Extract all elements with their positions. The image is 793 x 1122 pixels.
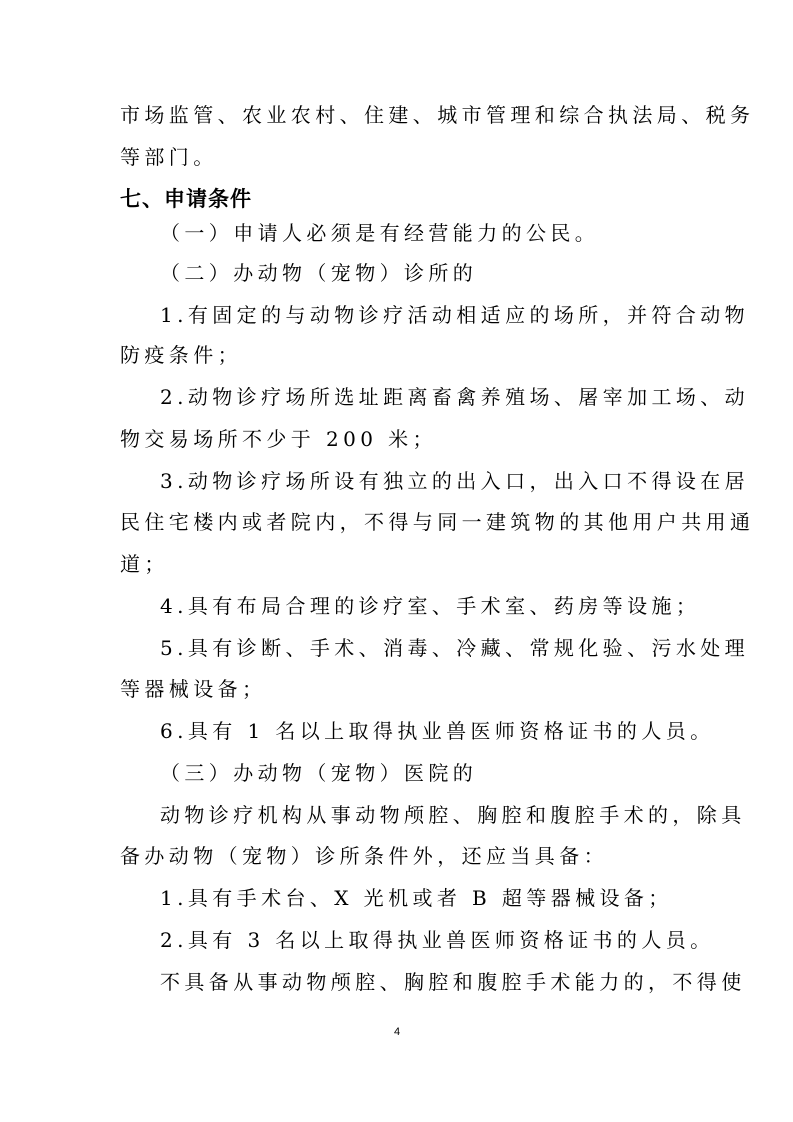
paragraph-line: 6.具有 1 名以上取得执业兽医师资格证书的人员。 [160,719,715,743]
paragraph-line: 市场监管、农业农村、住建、城市管理和综合执法局、税务 [120,103,755,127]
paragraph-line: 4.具有布局合理的诊疗室、手术室、药房等设施； [160,594,701,618]
paragraph-line: 民住宅楼内或者院内，不得与同一建筑物的其他用户共用通 [120,510,755,534]
paragraph-line: 1.具有手术台、X 光机或者 B 超等器械设备； [160,886,673,910]
paragraph-line: （二）办动物（宠物）诊所的 [160,261,478,285]
paragraph-line: 2.具有 3 名以上取得执业兽医师资格证书的人员。 [160,928,715,952]
paragraph-line: 物交易场所不少于 200 米； [120,427,437,451]
paragraph-line: 3.动物诊疗场所设有独立的出入口，出入口不得设在居 [160,469,750,493]
section-heading: 七、申请条件 [120,187,252,211]
paragraph-line: 5.具有诊断、手术、消毒、冷藏、常规化验、污水处理 [160,636,750,660]
paragraph-line: （三）办动物（宠物）医院的 [160,761,478,785]
paragraph-line: 道； [120,552,169,576]
paragraph-line: （一）申请人必须是有经营能力的公民。 [160,221,600,245]
paragraph-line: 等器械设备； [120,677,267,701]
paragraph-line: 2.动物诊疗场所选址距离畜禽养殖场、屠宰加工场、动 [160,385,750,409]
paragraph-line: 等部门。 [120,145,218,169]
paragraph-line: 防疫条件； [120,343,242,367]
page-number: 4 [393,1026,401,1038]
paragraph-line: 不具备从事动物颅腔、胸腔和腹腔手术能力的，不得使 [160,970,746,994]
paragraph-line: 动物诊疗机构从事动物颅腔、胸腔和腹腔手术的，除具 [160,803,746,827]
paragraph-line: 1.有固定的与动物诊疗活动相适应的场所，并符合动物 [160,303,750,327]
paragraph-line: 备办动物（宠物）诊所条件外，还应当具备： [120,844,608,868]
